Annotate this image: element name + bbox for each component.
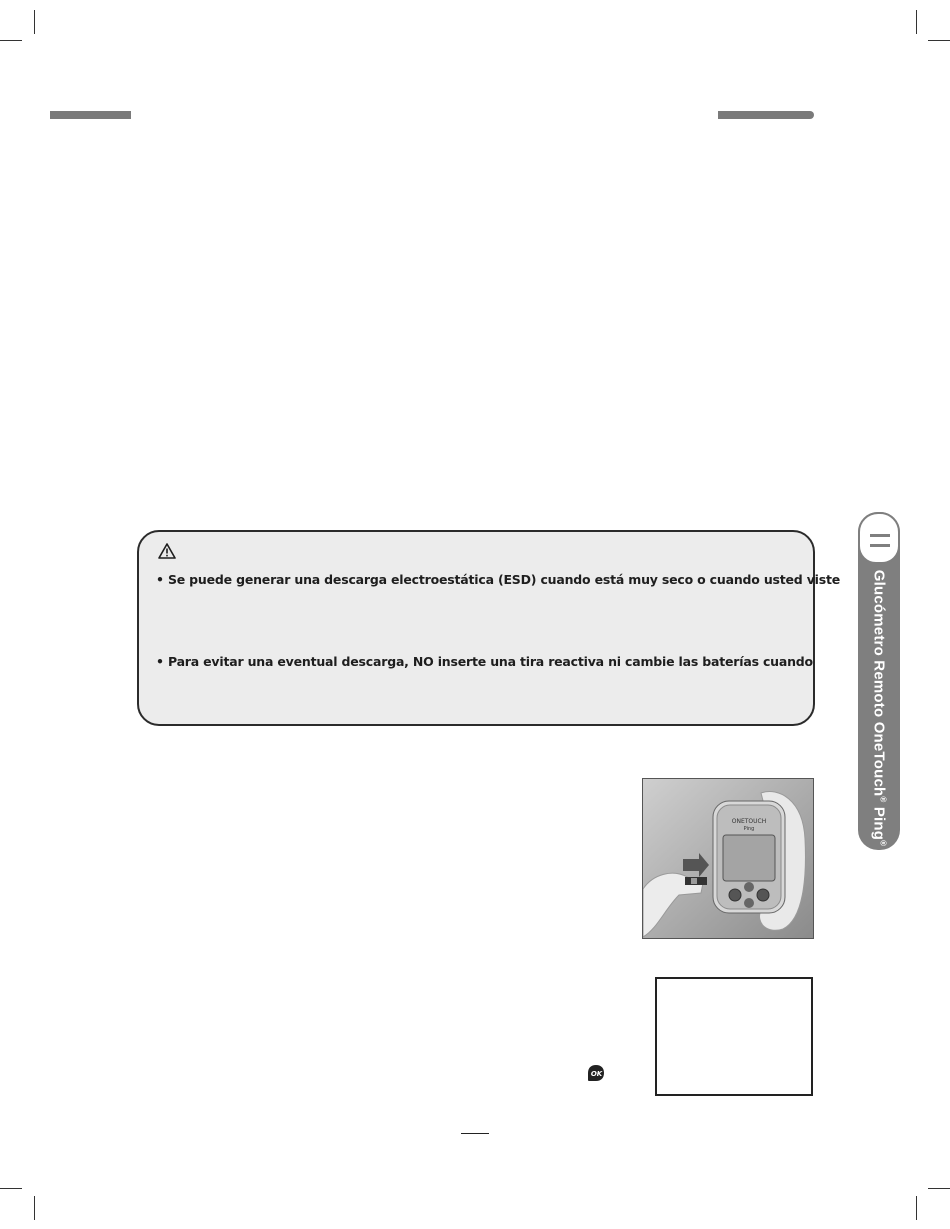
meter-screen-frame [655,977,813,1096]
meter-model-label: Ping [743,826,755,832]
chapter-side-tab [858,512,900,850]
crop-mark [34,10,35,34]
crop-mark [0,1188,22,1189]
meter-illustration-art [643,779,814,939]
crop-mark [916,10,917,34]
chapter-tab-label: Glucómetro Remoto OneTouch® Ping® [870,569,888,847]
ok-button-icon [587,1064,605,1082]
crop-mark [928,1188,950,1189]
warning-triangle-icon [158,543,176,559]
header-bar-right [718,111,814,119]
crop-mark [0,40,22,41]
crop-mark [928,40,950,41]
page-number-line [461,1133,489,1134]
chapter-tab-cap [858,512,900,564]
chapter-number-line [870,544,890,547]
crop-mark [916,1196,917,1220]
crop-mark [34,1196,35,1220]
chapter-number-line [870,534,890,537]
warning-box [137,530,841,726]
header-bar-left [50,111,131,119]
meter-brand-label: ONETOUCH [731,818,767,825]
warning-bullet-avoid-discharge: • Para evitar una eventual descarga, NO inserte una tira reactiva ni cambie las baterías cuando [156,654,813,669]
warning-bullet-esd: • Se puede generar una descarga electroestática (ESD) cuando está muy seco o cuando usted viste [156,572,841,587]
ok-icon-text: OK [590,1070,603,1078]
meter-strip-insertion-illustration [642,778,814,939]
